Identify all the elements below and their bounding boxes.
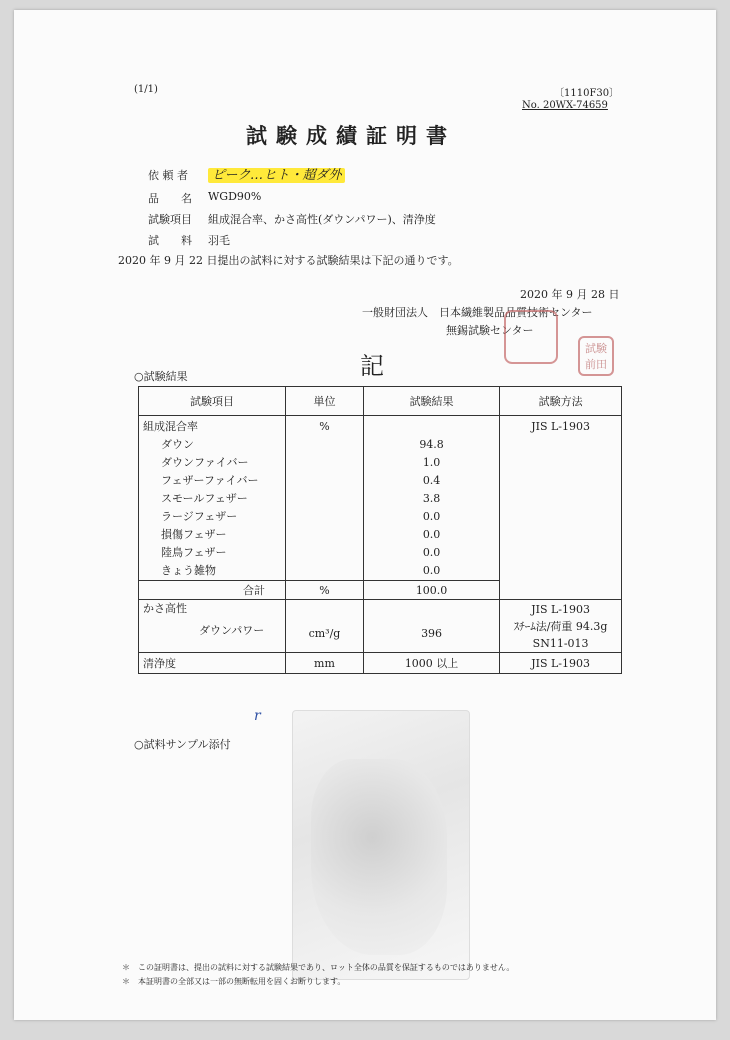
total-value: 100.0 bbox=[363, 581, 499, 600]
section-sample-heading: ○試料サンプル添付 bbox=[134, 738, 231, 751]
composition-item: きょう雑物 bbox=[161, 564, 216, 577]
composition-method bbox=[500, 416, 622, 600]
composition-values bbox=[363, 416, 499, 581]
field-label: 依 頼 者 bbox=[148, 169, 188, 182]
document-page bbox=[14, 10, 716, 1020]
total-unit: % bbox=[285, 581, 363, 600]
result-value: 3.8 bbox=[422, 492, 441, 505]
footnote: ＊ この証明書は、提出の試料に対する試験結果であり、ロット全体の品質を保証するものではありません。 bbox=[122, 963, 515, 972]
doc-number: No. 20WX-74659 bbox=[522, 100, 608, 111]
doc-title: 試験成績証明書 bbox=[246, 123, 456, 148]
test-center: 無錫試験センター bbox=[446, 324, 534, 337]
results-table bbox=[138, 386, 622, 674]
result-value: 0.0 bbox=[422, 510, 441, 523]
field-value-sample: 羽毛 bbox=[208, 234, 230, 247]
composition-item: ダウンファイバー bbox=[161, 456, 249, 469]
header-method: 試験方法 bbox=[500, 387, 622, 416]
composition-item: ラージフェザー bbox=[161, 510, 238, 523]
total-label: 合計 bbox=[139, 581, 286, 600]
composition-unit bbox=[285, 416, 363, 581]
table-row-bulk bbox=[139, 600, 622, 653]
table-header-row bbox=[139, 387, 622, 416]
bulk-method bbox=[500, 600, 622, 653]
method-value: ｽﾁｰﾑ法/荷重 94.3g bbox=[513, 619, 608, 633]
field-value-product: WGD90% bbox=[208, 190, 262, 203]
composition-cell bbox=[139, 416, 286, 581]
section-results-heading: ○試験結果 bbox=[134, 370, 188, 383]
header-unit: 単位 bbox=[285, 387, 363, 416]
composition-item: 陸鳥フェザー bbox=[161, 546, 227, 559]
composition-item: フェザーファイバー bbox=[161, 474, 259, 487]
issue-date: 2020 年 9 月 28 日 bbox=[520, 288, 620, 301]
doc-code: 〔1110F30〕 bbox=[554, 88, 620, 99]
bulk-unit: cm³/g bbox=[285, 600, 363, 653]
inspector-stamp: 試験 前田 bbox=[578, 336, 614, 376]
composition-item: 損傷フェザー bbox=[161, 528, 227, 541]
result-value: 0.0 bbox=[422, 546, 441, 559]
intro-text: 2020 年 9 月 22 日提出の試料に対する試験結果は下記の通りです。 bbox=[118, 254, 459, 267]
field-value-items: 組成混合率、かさ高性(ダウンパワー)、清浄度 bbox=[208, 213, 436, 226]
bulk-sub-label: ダウンパワー bbox=[199, 624, 265, 637]
method-value: JIS L-1903 bbox=[531, 420, 590, 433]
composition-item: ダウン bbox=[161, 438, 194, 451]
result-value: 0.0 bbox=[422, 564, 441, 577]
bulk-value: 396 bbox=[363, 600, 499, 653]
composition-label: 組成混合率 bbox=[143, 420, 198, 433]
handwritten-mark: r bbox=[254, 708, 261, 724]
clean-unit: mm bbox=[285, 653, 363, 674]
header-result: 試験結果 bbox=[363, 387, 499, 416]
result-value: 94.8 bbox=[419, 438, 444, 451]
sample-bag-image bbox=[292, 710, 470, 980]
field-label: 試験項目 bbox=[148, 213, 192, 226]
clean-value: 1000 以上 bbox=[363, 653, 499, 674]
organization: 一般財団法人 日本繊維製品品質技術センター bbox=[362, 306, 593, 319]
field-value-client: ピーク…ヒト・超ダ外 bbox=[208, 164, 345, 183]
ki-mark: 記 bbox=[360, 352, 384, 380]
field-label: 試 料 bbox=[148, 234, 192, 247]
table-row-cleanliness bbox=[139, 653, 622, 674]
down-sample bbox=[311, 759, 447, 955]
result-value: 0.4 bbox=[422, 474, 441, 487]
bulk-label: かさ高性 bbox=[143, 602, 187, 615]
seal-stamp bbox=[504, 310, 558, 364]
bulk-cell bbox=[139, 600, 286, 653]
clean-method: JIS L-1903 bbox=[500, 653, 622, 674]
composition-item: スモールフェザー bbox=[161, 492, 248, 505]
result-value: 0.0 bbox=[422, 528, 441, 541]
method-value: SN11-013 bbox=[532, 636, 589, 650]
method-value: JIS L-1903 bbox=[531, 602, 590, 616]
table-row-composition bbox=[139, 416, 622, 581]
field-label: 品 名 bbox=[148, 192, 192, 205]
clean-label: 清浄度 bbox=[139, 653, 286, 674]
footnote: ＊ 本証明書の全部又は一部の無断転用を固くお断りします。 bbox=[122, 977, 346, 986]
unit-value: % bbox=[319, 420, 330, 433]
result-value: 1.0 bbox=[422, 456, 441, 469]
page-number: (1/1) bbox=[134, 84, 158, 95]
header-item: 試験項目 bbox=[139, 387, 286, 416]
